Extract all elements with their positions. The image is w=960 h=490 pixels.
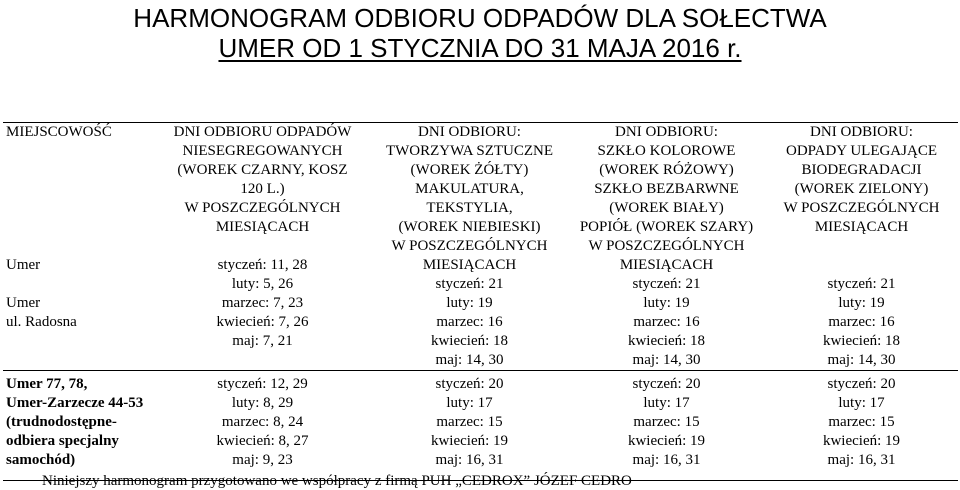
column-header-biodegradable [765,123,958,237]
plastics-paper-cell [371,371,568,481]
schedule-date: luty: 5, 26 [231,276,294,292]
header-line: (WOREK RÓŻOWY) [599,162,734,178]
schedule-date: styczeń: 21 [435,276,504,292]
table-row [3,371,958,481]
schedule-date: kwiecień: 19 [430,433,509,449]
schedule-date: marzec: 16 [828,314,895,330]
header-line: MIESIĄCACH [814,219,909,235]
schedule-date: luty: 17 [446,395,493,411]
location-cell [3,371,154,481]
location-note: samochód) [6,452,76,468]
schedule-date: styczeń: 11, 28 [217,257,308,273]
header-line: W POSZCZEGÓLNYCH [588,238,745,254]
column-header-plastics-paper [371,123,568,275]
schedule-date: kwiecień: 7, 26 [216,314,309,330]
schedule-date: maj: 16, 31 [435,452,504,468]
location-name: ul. Radosna [6,314,77,330]
schedule-date: maj: 14, 30 [435,352,504,368]
header-line: (WOREK BIAŁY) [609,200,724,216]
schedule-date: maj: 9, 23 [232,452,293,468]
glass-ash-cell [568,371,765,481]
header-line: DNI ODBIORU: [418,124,521,140]
header-line: (WOREK CZARNY, KOSZ [177,162,348,178]
table-row [3,123,958,371]
schedule-date: luty: 19 [643,295,690,311]
location-name: Umer 77, 78, [6,376,88,392]
header-line: (WOREK ŻÓŁTY) [410,162,529,178]
schedule-date: styczeń: 21 [632,276,701,292]
schedule-date: luty: 19 [838,295,885,311]
glass-ash-cell [568,123,765,371]
document-subtitle [0,33,960,63]
header-line: POPIÓŁ (WOREK SZARY) [579,219,754,235]
header-line: TWORZYWA SZTUCZNE [385,143,554,159]
header-line: TEKSTYLIA, [426,200,513,216]
schedule-date: kwiecień: 18 [430,333,509,349]
biodegradable-cell [765,123,958,371]
schedule-date: marzec: 16 [633,314,700,330]
schedule-date: kwiecień: 18 [627,333,706,349]
header-line: ODPADY ULEGAJĄCE [786,143,937,159]
schedule-list [154,256,371,351]
schedule-date: marzec: 16 [436,314,503,330]
header-line: W POSZCZEGÓLNYCH [783,200,940,216]
mixed-waste-cell [154,371,371,481]
schedule-table [3,122,958,481]
header-line: (WOREK ZIELONY) [794,181,929,197]
schedule-date: kwiecień: 19 [822,433,901,449]
header-line: MAKULATURA, [415,181,524,197]
location-note: (trudnodostępne- [6,414,117,430]
schedule-date: maj: 14, 30 [827,352,896,368]
header-line: MIESIĄCACH [619,257,714,273]
location-name: Umer [6,295,41,311]
header-line: W POSZCZEGÓLNYCH [184,200,341,216]
schedule-date: styczeń: 21 [827,276,896,292]
schedule-date: marzec: 15 [633,414,700,430]
schedule-list [371,275,568,370]
biodegradable-cell [765,371,958,481]
schedule-date: maj: 14, 30 [632,352,701,368]
schedule-date: styczeń: 12, 29 [217,376,308,392]
schedule-date: marzec: 8, 24 [221,414,304,430]
schedule-date: styczeń: 20 [827,376,896,392]
schedule-date: maj: 16, 31 [827,452,896,468]
schedule-date: maj: 16, 31 [632,452,701,468]
schedule-date: styczeń: 20 [632,376,701,392]
mixed-waste-cell [154,123,371,371]
schedule-date: luty: 17 [643,395,690,411]
location-header: MIEJSCOWOŚĆ [6,124,112,140]
schedule-date: kwiecień: 18 [822,333,901,349]
document-subtitle-text: UMER OD 1 STYCZNIA DO 31 MAJA 2016 r. [218,33,742,63]
header-line: DNI ODBIORU: [615,124,718,140]
header-line: MIESIĄCACH [422,257,517,273]
schedule-date: kwiecień: 8, 27 [216,433,309,449]
schedule-list [568,275,765,370]
header-line: W POSZCZEGÓLNYCH [391,238,548,254]
schedule-date: marzec: 15 [436,414,503,430]
location-name: Umer-Zarzecze 44-53 [6,395,144,411]
schedule-date: luty: 8, 29 [231,395,294,411]
header-line: SZKŁO BEZBARWNE [594,181,739,197]
header-line: DNI ODBIORU ODPADÓW [173,124,352,140]
location-name: Umer [6,257,41,273]
header-line: 120 L.) [240,181,285,197]
footer-note: Niniejszy harmonogram przygotowano we współpracy z firmą PUH „CEDROX” JÓZEF CEDRO [42,473,632,489]
schedule-list [765,275,958,370]
schedule-date: kwiecień: 19 [627,433,706,449]
document-title: HARMONOGRAM ODBIORU ODPADÓW DLA SOŁECTWA [133,3,827,33]
schedule-date: styczeń: 20 [435,376,504,392]
location-note: odbiera specjalny [6,433,119,449]
schedule-date: luty: 19 [446,295,493,311]
schedule-date: marzec: 7, 23 [221,295,304,311]
column-header-glass-ash [568,123,765,275]
header-line: DNI ODBIORU: [810,124,913,140]
location-cell [3,123,154,371]
header-line: SZKŁO KOLOROWE [597,143,736,159]
header-line: BIODEGRADACJI [801,162,922,178]
schedule-date: maj: 7, 21 [232,333,293,349]
plastics-paper-cell [371,123,568,371]
header-line: NIESEGREGOWANYCH [182,143,343,159]
schedule-date: luty: 17 [838,395,885,411]
header-line: MIESIĄCACH [215,219,310,235]
schedule-date: marzec: 15 [828,414,895,430]
column-header-mixed-waste [154,123,371,237]
header-line: (WOREK NIEBIESKI) [398,219,541,235]
